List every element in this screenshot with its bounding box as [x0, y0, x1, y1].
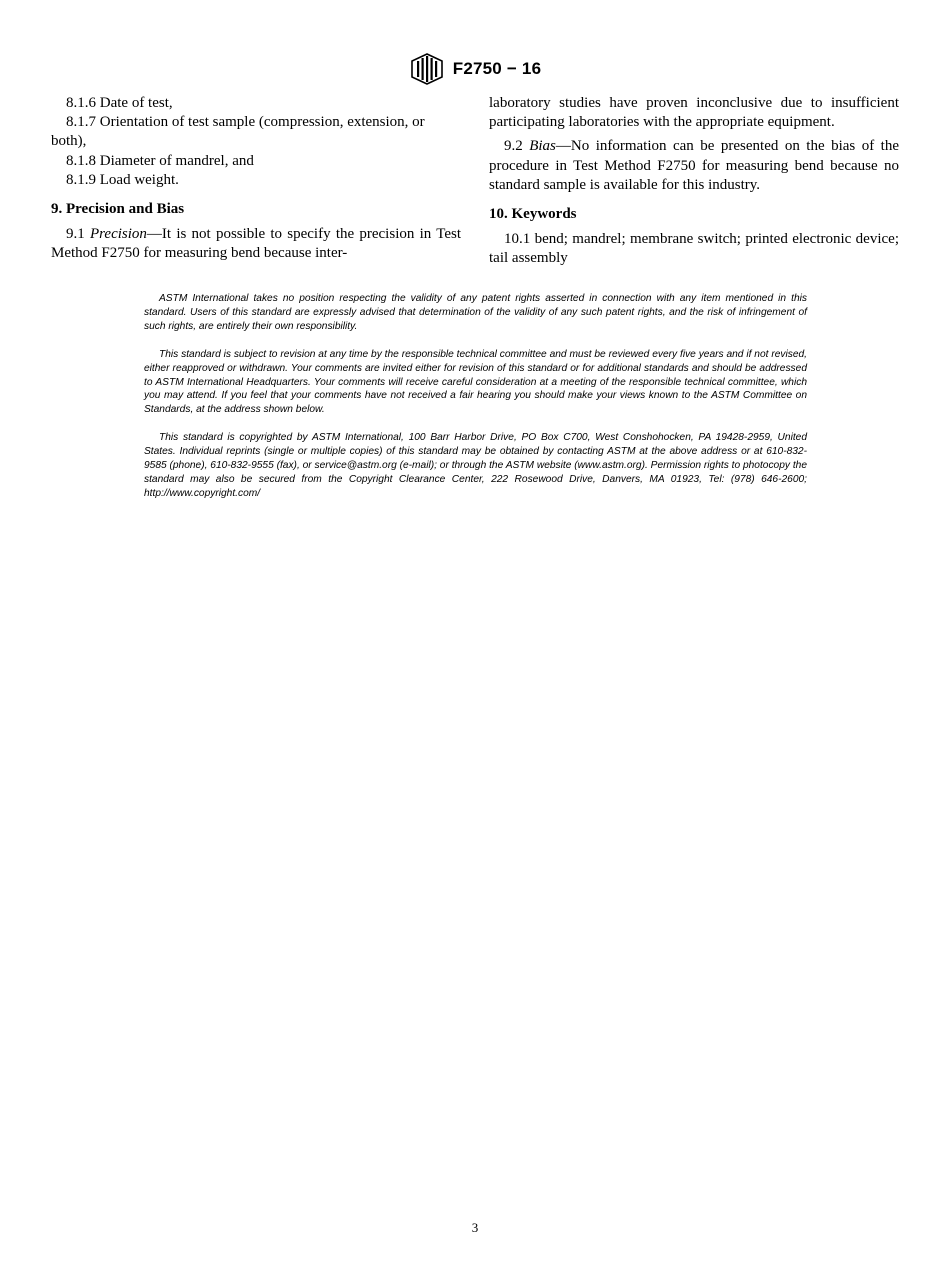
paragraph-9-1-number: 9.1	[66, 226, 90, 243]
document-id: F2750 − 16	[452, 59, 542, 78]
left-column	[51, 94, 461, 264]
paragraph-9-1-text: —It is not possible to specify the precision in Test Method F2750 for measuring bend because inter-	[51, 226, 461, 262]
page-header	[0, 52, 950, 86]
paragraph-9-1-term: Precision	[89, 226, 147, 243]
item-8-1-7-line2: both),	[51, 133, 87, 150]
paragraph-9-1-continued: laboratory studies have proven inconclusive due to insufficient participating laboratories with the appropriate equipment.	[489, 95, 899, 131]
paragraph-9-2-number: 9.2	[504, 138, 530, 155]
paragraph-9-1	[51, 225, 461, 263]
page-number: 3	[471, 1220, 479, 1235]
paragraph-9-2-text: —No information can be presented on the bias of the procedure in Test Method F2750 for measuring bend because no standard sample is available for this industry.	[489, 138, 900, 193]
section-heading-keywords: 10. Keywords	[489, 206, 577, 223]
section-heading-precision-bias: 9. Precision and Bias	[51, 201, 185, 218]
right-column	[489, 94, 899, 269]
patent-note: ASTM International takes no position respecting the validity of any patent rights asserted in connection with any item mentioned in this standard. Users of this standard are expressly advised that determination of the validity of any such patent rights, and the risk of infringement of such rights, are entirely their own responsibility.	[144, 293, 807, 332]
revision-note: This standard is subject to revision at any time by the responsible technical committee and must be reviewed every five years and if not revised, either reapproved or withdrawn. Your comments are invited either for revision of this standard or for additional standards and should be addressed to ASTM International Headquarters. Your comments will receive careful consideration at a meeting of the responsible technical committee, which you may attend. If you feel that your comments have not received a fair hearing you should make your views known to the ASTM Committee on Standards, at the address shown below.	[144, 348, 807, 416]
paragraph-9-2-term: Bias	[529, 138, 556, 155]
paragraph-10-1: 10.1 bend; mandrel; membrane switch; printed electronic device; tail assembly	[489, 231, 899, 267]
paragraph-9-2	[489, 137, 899, 195]
item-8-1-8: 8.1.8 Diameter of mandrel, and	[66, 152, 254, 169]
item-8-1-6: 8.1.6 Date of test,	[66, 95, 173, 111]
copyright-note: This standard is copyrighted by ASTM International, 100 Barr Harbor Drive, PO Box C700, West Conshohocken, PA 19428-2959, United States. Individual reprints (single or multiple copies) of this standard may be obtained by contacting ASTM at the above address or at 610-832-9585 (phone), 610-832-9555 (fax), or service@astm.org (e-mail); or through the ASTM website (www.astm.org). Permission rights to photocopy the standard may also be secured from the Copyright Clearance Center, 222 Rosewood Drive, Danvers, MA 01923, Tel: (978) 646-2600; http://www.copyright.com/	[144, 432, 807, 499]
standard-notes	[144, 292, 807, 515]
item-8-1-7-line1: 8.1.7 Orientation of test sample (compression, extension, or	[66, 114, 425, 131]
item-8-1-9: 8.1.9 Load weight.	[66, 171, 179, 188]
astm-logo-icon	[409, 52, 445, 86]
